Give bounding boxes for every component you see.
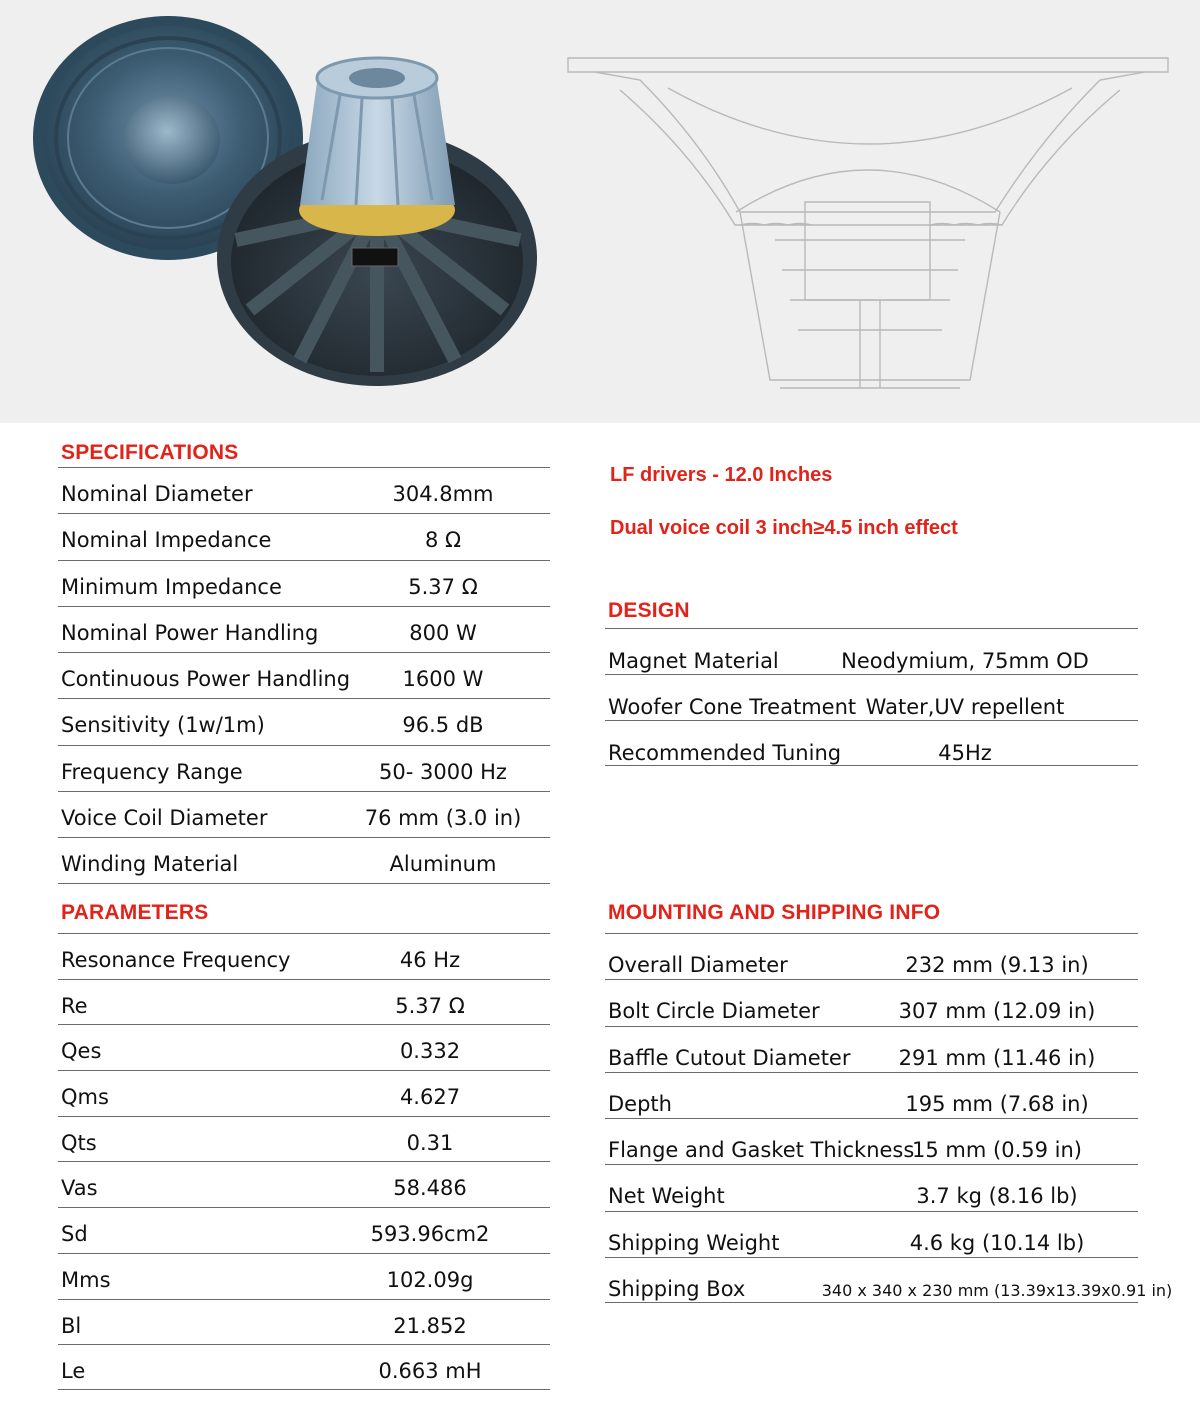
- spec-label: Sd: [61, 1222, 88, 1247]
- spec-label: Nominal Impedance: [61, 528, 272, 553]
- specifications-title: SPECIFICATIONS: [61, 441, 239, 464]
- spec-label: Baffle Cutout Diameter: [608, 1045, 851, 1070]
- spec-row: [58, 1024, 550, 1070]
- spec-value: 76 mm (3.0 in): [364, 806, 522, 831]
- mounting-table: [605, 933, 1173, 1303]
- spec-value: 1600 W: [402, 667, 484, 692]
- spec-value: 102.09g: [386, 1267, 474, 1292]
- spec-value: 96.5 dB: [402, 713, 484, 738]
- spec-value: 15 mm (0.59 in): [912, 1138, 1082, 1163]
- spec-value: Neodymium, 75mm OD: [841, 649, 1089, 673]
- spec-row: [58, 745, 550, 791]
- spec-label: Shipping Box: [608, 1277, 746, 1302]
- spec-value: 5.37 Ω: [408, 574, 478, 599]
- spec-row: [58, 606, 550, 652]
- spec-value: 5.37 Ω: [395, 993, 465, 1018]
- spec-label: Recommended Tuning: [608, 741, 842, 765]
- spec-row: [58, 1344, 550, 1390]
- spec-label: Bl: [61, 1313, 82, 1338]
- spec-row: [58, 791, 550, 837]
- spec-label: Winding Material: [61, 852, 239, 877]
- spec-value: 45Hz: [938, 741, 992, 765]
- design-title: DESIGN: [608, 599, 690, 622]
- spec-label: Qes: [61, 1039, 102, 1064]
- spec-value: 50- 3000 Hz: [379, 759, 507, 784]
- spec-label: Flange and Gasket Thickness: [608, 1138, 915, 1163]
- product-hero: [0, 0, 1200, 423]
- spec-value: 195 mm (7.68 in): [905, 1091, 1089, 1116]
- spec-value: 3.7 kg (8.16 lb): [916, 1184, 1078, 1209]
- spec-row: [605, 1026, 1138, 1072]
- spec-label: Re: [61, 993, 88, 1018]
- design-table: [605, 628, 1138, 766]
- spec-row: [605, 1257, 1173, 1303]
- voice-coil-note: Dual voice coil 3 inch≥4.5 inch effect: [610, 517, 958, 539]
- spec-label: Le: [61, 1359, 86, 1384]
- spec-row: [58, 1207, 550, 1253]
- spec-label: Net Weight: [608, 1184, 725, 1209]
- spec-label: Continuous Power Handling: [61, 667, 351, 692]
- spec-value: 340 x 340 x 230 mm (13.39x13.39x0.91 in): [821, 1281, 1173, 1301]
- specifications-table: [58, 467, 550, 884]
- spec-value: 4.6 kg (10.14 lb): [909, 1230, 1085, 1255]
- parameters-title: PARAMETERS: [61, 901, 209, 924]
- spec-row: [605, 1211, 1138, 1257]
- spec-label: Mms: [61, 1267, 111, 1292]
- spec-value: 46 Hz: [399, 948, 461, 972]
- spec-row: [605, 674, 1138, 720]
- spec-value: 800 W: [409, 620, 477, 645]
- spec-value: 307 mm (12.09 in): [898, 999, 1096, 1024]
- spec-value: 593.96cm2: [370, 1222, 490, 1247]
- spec-row: [605, 720, 1138, 766]
- spec-row: [605, 1164, 1138, 1210]
- spec-label: Voice Coil Diameter: [61, 806, 268, 831]
- product-illustrations: [0, 0, 1200, 423]
- speaker-cross-section-drawing: [568, 58, 1168, 388]
- spec-label: Sensitivity (1w/1m): [61, 713, 265, 738]
- spec-label: Frequency Range: [61, 759, 243, 784]
- spec-label: Magnet Material: [608, 649, 779, 673]
- spec-label: Shipping Weight: [608, 1230, 780, 1255]
- spec-row: [58, 1253, 550, 1299]
- spec-row: [58, 933, 550, 979]
- spec-row: [58, 513, 550, 559]
- spec-value: 0.31: [406, 1130, 454, 1155]
- spec-row: [58, 837, 550, 883]
- spec-label: Bolt Circle Diameter: [608, 999, 820, 1024]
- spec-label: Nominal Power Handling: [61, 620, 319, 645]
- spec-value: 21.852: [393, 1313, 467, 1338]
- spec-value: 304.8mm: [392, 482, 494, 506]
- parameters-table: [58, 933, 550, 1390]
- spec-row: [605, 979, 1138, 1025]
- spec-row: [58, 652, 550, 698]
- spec-row: [58, 560, 550, 606]
- spec-value: 0.663 mH: [378, 1359, 482, 1384]
- spec-row: [605, 933, 1138, 979]
- spec-row: [58, 467, 550, 513]
- spec-value: 4.627: [399, 1085, 461, 1110]
- spec-label: Depth: [608, 1091, 672, 1116]
- spec-label: Minimum Impedance: [61, 574, 282, 599]
- spec-label: Resonance Frequency: [61, 948, 291, 972]
- spec-row: [58, 1161, 550, 1207]
- mounting-title: MOUNTING AND SHIPPING INFO: [608, 901, 941, 924]
- spec-value: 232 mm (9.13 in): [905, 953, 1089, 977]
- spec-value: Water,UV repellent: [865, 695, 1065, 719]
- spec-label: Nominal Diameter: [61, 482, 253, 506]
- spec-value: 0.332: [399, 1039, 461, 1064]
- spec-label: Vas: [61, 1176, 98, 1201]
- spec-value: 291 mm (11.46 in): [898, 1045, 1096, 1070]
- driver-size-note: LF drivers - 12.0 Inches: [610, 464, 833, 486]
- spec-label: Woofer Cone Treatment: [608, 695, 857, 719]
- spec-value: Aluminum: [389, 852, 497, 877]
- spec-label: Qts: [61, 1130, 97, 1155]
- spec-row: [605, 1118, 1138, 1164]
- spec-row: [58, 698, 550, 744]
- spec-row: [58, 1116, 550, 1162]
- spec-row: [58, 1070, 550, 1116]
- spec-row: [58, 979, 550, 1025]
- spec-value: 58.486: [393, 1176, 467, 1201]
- spec-value: 8 Ω: [424, 528, 462, 553]
- spec-row: [605, 628, 1138, 674]
- spec-row: [58, 1299, 550, 1345]
- spec-label: Overall Diameter: [608, 953, 788, 977]
- spec-label: Qms: [61, 1085, 109, 1110]
- spec-row: [605, 1072, 1138, 1118]
